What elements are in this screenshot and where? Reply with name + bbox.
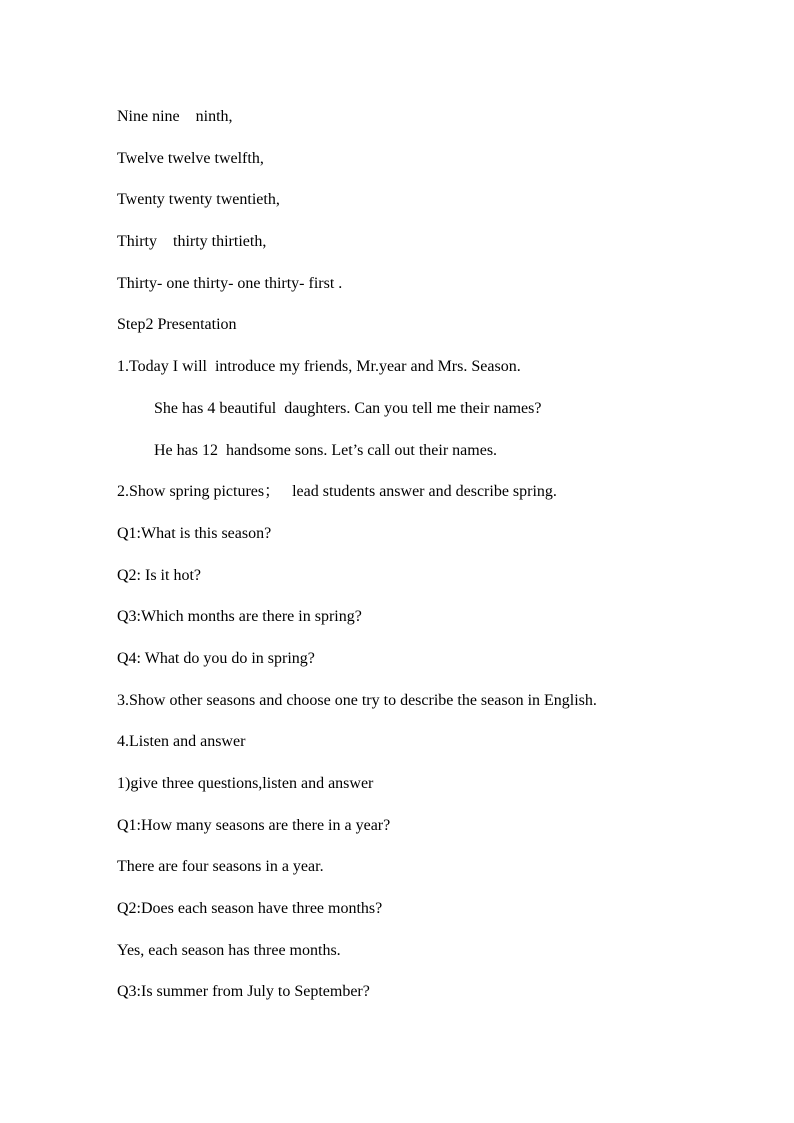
document-body xyxy=(117,103,737,1020)
answer-line: There are four seasons in a year. xyxy=(117,858,324,876)
section-heading: Step2 Presentation xyxy=(117,316,237,334)
indented-text-line: He has 12 handsome sons. Let’s call out their names. xyxy=(154,441,498,459)
question-line: Q1:How many seasons are there in a year? xyxy=(117,816,391,834)
text-line: 2.Show spring pictures； lead students answer and describe spring. xyxy=(117,483,557,501)
question-line: Q2:Does each season have three months? xyxy=(117,900,383,918)
question-line: Q1:What is this season? xyxy=(117,524,272,542)
text-line: 3.Show other seasons and choose one try to describe the season in English. xyxy=(117,691,597,709)
indented-text-line: She has 4 beautiful daughters. Can you tell me their names? xyxy=(154,399,542,417)
text-line: Thirty- one thirty- one thirty- first . xyxy=(117,274,343,292)
text-line: 4.Listen and answer xyxy=(117,733,246,751)
question-line: Q2: Is it hot? xyxy=(117,566,201,584)
question-line: Q3:Which months are there in spring? xyxy=(117,608,362,626)
text-line: Thirty thirty thirtieth, xyxy=(117,233,267,251)
answer-line: Yes, each season has three months. xyxy=(117,941,341,959)
text-line: 1.Today I will introduce my friends, Mr.year and Mrs. Season. xyxy=(117,358,521,376)
text-line: 1)give three questions,listen and answer xyxy=(117,775,374,792)
question-line: Q3:Is summer from July to September? xyxy=(117,983,370,1001)
text-line: Twenty twenty twentieth, xyxy=(117,191,280,209)
text-line: Nine nine ninth, xyxy=(117,108,233,125)
question-line: Q4: What do you do in spring? xyxy=(117,649,315,667)
text-line: Twelve twelve twelfth, xyxy=(117,149,264,167)
